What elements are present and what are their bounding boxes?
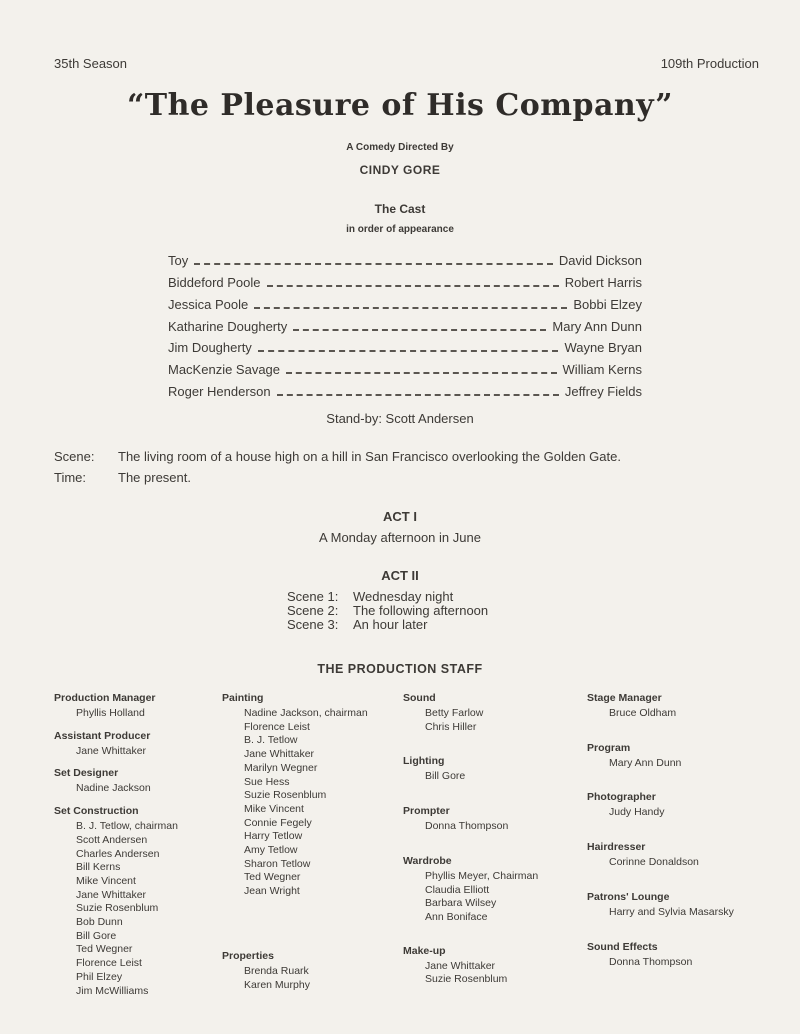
scene-row	[287, 604, 488, 618]
cast-actor: Robert Harris	[564, 275, 642, 290]
staff-role: Production Manager	[54, 692, 156, 704]
staff-name: Ted Wegner	[76, 943, 133, 956]
staff-column-3	[403, 692, 538, 987]
act-one-title: ACT I	[383, 509, 417, 524]
staff-role: Sound	[403, 692, 436, 704]
staff-name: Bruce Oldham	[609, 707, 677, 719]
staff-group-hairdresser	[587, 841, 734, 870]
staff-name: Jane Whittaker	[76, 888, 147, 901]
cast-actor: David Dickson	[558, 253, 642, 268]
staff-name: Marilyn Wegner	[244, 761, 318, 774]
staff-role: Make-up	[403, 944, 446, 957]
act-two-scenes	[287, 590, 488, 632]
staff-group-production-manager	[54, 692, 178, 721]
cast-actor: Bobbi Elzey	[573, 297, 642, 312]
staff-group-properties	[222, 950, 368, 992]
time-description: The present.	[118, 470, 191, 485]
staff-name: Harry Tetlow	[244, 830, 303, 843]
staff-name: Jane Whittaker	[244, 748, 315, 761]
staff-name: Claudia Elliott	[425, 883, 490, 896]
staff-role: Lighting	[403, 755, 445, 768]
staff-name: Harry and Sylvia Masarsky	[609, 905, 734, 918]
staff-group-prompter	[403, 805, 538, 834]
season-label: 35th Season	[54, 56, 128, 71]
staff-name: Sue Hess	[244, 775, 290, 788]
scene-label: Scene:	[54, 449, 95, 464]
staff-role: Assistant Producer	[54, 729, 151, 742]
staff-name: Corinne Donaldson	[609, 856, 699, 869]
dotted-leader	[277, 394, 559, 396]
staff-name: Jane Whittaker	[425, 959, 496, 972]
staff-role: Patrons' Lounge	[587, 890, 670, 903]
cast-actor: Jeffrey Fields	[564, 384, 642, 399]
cast-role: MacKenzie Savage	[168, 362, 281, 377]
cast-role: Roger Henderson	[168, 384, 271, 399]
time-label: Time:	[54, 470, 87, 485]
staff-group-painting	[222, 692, 368, 899]
staff-role: Painting	[222, 692, 264, 704]
staff-name: B. J. Tetlow, chairman	[76, 820, 178, 833]
cast-actor: William Kerns	[562, 362, 642, 377]
staff-name: Charles Andersen	[76, 847, 160, 860]
staff-name: Donna Thompson	[609, 955, 693, 968]
staff-name: Suzie Rosenblum	[76, 902, 159, 915]
dotted-leader	[258, 350, 559, 352]
staff-name: Ted Wegner	[244, 871, 301, 884]
staff-name: Mike Vincent	[76, 874, 136, 887]
act-one-description: A Monday afternoon in June	[319, 530, 481, 545]
director-name: CINDY GORE	[359, 163, 441, 177]
directed-by-label: A Comedy Directed By	[346, 142, 454, 153]
staff-group-stage-manager	[587, 692, 734, 721]
staff-role: Sound Effects	[587, 940, 658, 953]
dotted-leader	[194, 263, 553, 265]
staff-name: Bill Gore	[76, 929, 117, 942]
act-two-title: ACT II	[381, 568, 419, 583]
staff-name: Mike Vincent	[244, 802, 304, 815]
staff-group-lighting	[403, 755, 538, 784]
scene-number: Scene 2:	[287, 603, 339, 618]
staff-role: Wardrobe	[403, 854, 452, 867]
cast-actor: Mary Ann Dunn	[552, 319, 642, 334]
cast-role: Biddeford Poole	[168, 275, 261, 290]
staff-name: Jim McWilliams	[76, 984, 149, 997]
scene-time: The following afternoon	[353, 603, 489, 618]
cast-row	[168, 294, 642, 312]
staff-name: B. J. Tetlow	[244, 734, 298, 747]
staff-column-4	[587, 692, 734, 969]
staff-column-1	[54, 692, 178, 998]
staff-name: Suzie Rosenblum	[244, 789, 327, 802]
scene-row	[287, 590, 488, 604]
staff-name: Nadine Jackson, chairman	[244, 707, 368, 719]
cast-actor: Wayne Bryan	[564, 340, 642, 355]
staff-name: Florence Leist	[244, 720, 310, 733]
scene-row	[287, 618, 488, 632]
staff-role: Photographer	[587, 791, 656, 804]
staff-name: Florence Leist	[76, 957, 142, 970]
cast-role: Katharine Dougherty	[168, 319, 288, 334]
scene-number: Scene 3:	[287, 617, 339, 632]
standby-note: Stand-by: Scott Andersen	[326, 411, 474, 426]
cast-role: Toy	[168, 253, 189, 268]
staff-group-photographer	[587, 791, 734, 820]
staff-name: Jean Wright	[244, 885, 300, 898]
cast-role: Jessica Poole	[168, 297, 249, 312]
staff-role: Program	[587, 741, 631, 754]
cast-row	[168, 381, 642, 399]
scene-time: Wednesday night	[353, 589, 454, 604]
cast-subheading: in order of appearance	[346, 224, 454, 235]
staff-group-program	[587, 742, 734, 771]
staff-group-wardrobe	[403, 855, 538, 925]
staff-role: Set Designer	[54, 767, 119, 780]
staff-group-makeup	[403, 945, 538, 987]
staff-role: Set Construction	[54, 805, 139, 818]
staff-name: Barbara Wilsey	[425, 897, 497, 910]
cast-row	[168, 250, 642, 268]
staff-name: Karen Murphy	[244, 978, 310, 991]
cast-row	[168, 272, 642, 290]
staff-role: Properties	[222, 949, 274, 962]
staff-name: Betty Farlow	[425, 707, 484, 719]
cast-role: Jim Dougherty	[168, 340, 252, 355]
staff-role: Hairdresser	[587, 841, 646, 854]
staff-name: Scott Andersen	[76, 833, 148, 846]
play-title: “The Pleasure of His Company”	[126, 88, 674, 123]
cast-heading: The Cast	[374, 202, 426, 216]
staff-name: Bob Dunn	[76, 916, 123, 929]
cast-row	[168, 337, 642, 355]
staff-name: Brenda Ruark	[244, 964, 309, 977]
scene-number: Scene 1:	[287, 589, 339, 604]
staff-name: Mary Ann Dunn	[609, 756, 682, 769]
staff-name: Bill Kerns	[76, 861, 121, 874]
staff-group-assistant-producer	[54, 730, 178, 759]
staff-role: Prompter	[403, 805, 450, 818]
dotted-leader	[254, 307, 567, 309]
staff-column-2	[222, 692, 368, 992]
staff-name: Jane Whittaker	[76, 744, 147, 757]
staff-name: Amy Tetlow	[244, 844, 298, 857]
staff-name: Connie Fegely	[244, 816, 312, 829]
staff-name: Phyllis Meyer, Chairman	[425, 869, 539, 882]
staff-name: Phyllis Holland	[76, 707, 145, 719]
dotted-leader	[293, 329, 546, 331]
scene-description: The living room of a house high on a hill in San Francisco overlooking the Golden Gate.	[118, 449, 621, 464]
staff-group-sound	[403, 692, 538, 734]
staff-group-sound-effects	[587, 941, 734, 970]
staff-name: Phil Elzey	[76, 970, 123, 983]
production-number: 109th Production	[660, 56, 759, 71]
staff-name: Donna Thompson	[425, 820, 509, 833]
production-staff-heading: THE PRODUCTION STAFF	[317, 662, 483, 676]
cast-row	[168, 359, 642, 377]
staff-name: Sharon Tetlow	[244, 857, 311, 870]
staff-group-patrons-lounge	[587, 891, 734, 920]
staff-name: Nadine Jackson	[76, 782, 151, 795]
cast-row	[168, 316, 642, 334]
staff-name: Suzie Rosenblum	[425, 973, 508, 986]
staff-name: Ann Boniface	[425, 910, 488, 923]
staff-role: Stage Manager	[587, 692, 662, 704]
staff-name: Chris Hiller	[425, 720, 477, 733]
staff-group-set-construction	[54, 805, 178, 998]
scene-time: An hour later	[353, 617, 428, 632]
staff-name: Judy Handy	[609, 806, 665, 819]
dotted-leader	[286, 372, 557, 374]
staff-group-set-designer	[54, 767, 178, 796]
staff-name: Bill Gore	[425, 770, 466, 783]
dotted-leader	[267, 285, 559, 287]
